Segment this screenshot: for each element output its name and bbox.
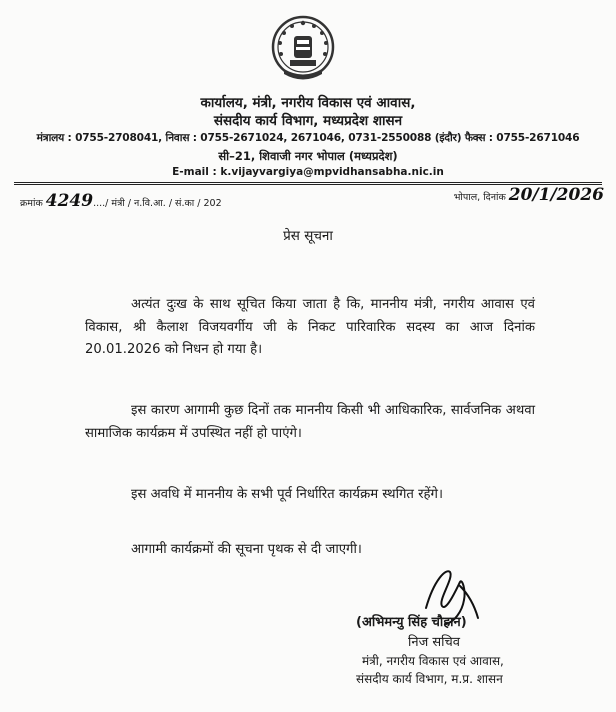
body-paragraph-2: इस कारण आगामी कुछ दिनों तक माननीय किसी भी आधिकारिक, सार्वजनिक अथवा सामाजिक कार्यक्रम में उपस्थित नहीं हो पाएंगे। bbox=[85, 403, 535, 441]
date-prefix: भोपाल, दिनांक bbox=[453, 192, 506, 203]
reference-number bbox=[20, 191, 222, 211]
office-title-line1: कार्यालय, मंत्री, नगरीय विकास एवं आवास, bbox=[200, 95, 416, 111]
office-email: E-mail : k.vijayvargiya@mpvidhansabha.nic.in bbox=[172, 166, 444, 178]
reference-prefix: क्रमांक bbox=[20, 198, 43, 209]
signatory-name: (अभिमन्यु सिंह चौहान) bbox=[356, 615, 467, 630]
signatory-department-line1: मंत्री, नगरीय विकास एवं आवास, bbox=[362, 654, 504, 668]
office-address: सी–21, शिवाजी नगर भोपाल (मध्यप्रदेश) bbox=[218, 149, 398, 163]
state-emblem-icon bbox=[270, 14, 336, 88]
signatory-department-line2: संसदीय कार्य विभाग, म.प्र. शासन bbox=[356, 672, 503, 686]
date-handwritten-value: 20/1/2026 bbox=[508, 185, 604, 205]
body-paragraph-4: आगामी कार्यक्रमों की सूचना पृथक से दी जाएगी। bbox=[131, 542, 362, 557]
letter-date bbox=[454, 185, 604, 205]
reference-handwritten-number: 4249 bbox=[45, 191, 94, 211]
header-divider bbox=[14, 182, 602, 183]
document-title: प्रेस सूचना bbox=[283, 228, 333, 244]
body-paragraph-1: अत्यंत दुःख के साथ सूचित किया जाता है कि, माननीय मंत्री, नगरीय आवास एवं विकास, श्री कैलाश विजयवर्गीय जी के निकट पारिवारिक सदस्य का आज दिनांक 20.01.2026 को निधन हो गया है। bbox=[85, 297, 535, 357]
body-paragraph-3: इस अवधि में माननीय के सभी पूर्व निर्धारित कार्यक्रम स्थगित रहेंगे। bbox=[131, 487, 443, 502]
contact-numbers: मंत्रालय : 0755-2708041, निवास : 0755-2671024, 2671046, 0731-2550088 (इंदौर) फैक्स : 0755-2671046 bbox=[36, 132, 580, 144]
office-title-line2: संसदीय कार्य विभाग, मध्यप्रदेश शासन bbox=[213, 113, 403, 129]
reference-suffix: ..../ मंत्री / न.वि.आ. / सं.का / 202 bbox=[93, 198, 222, 209]
signatory-role: निज सचिव bbox=[408, 635, 460, 650]
